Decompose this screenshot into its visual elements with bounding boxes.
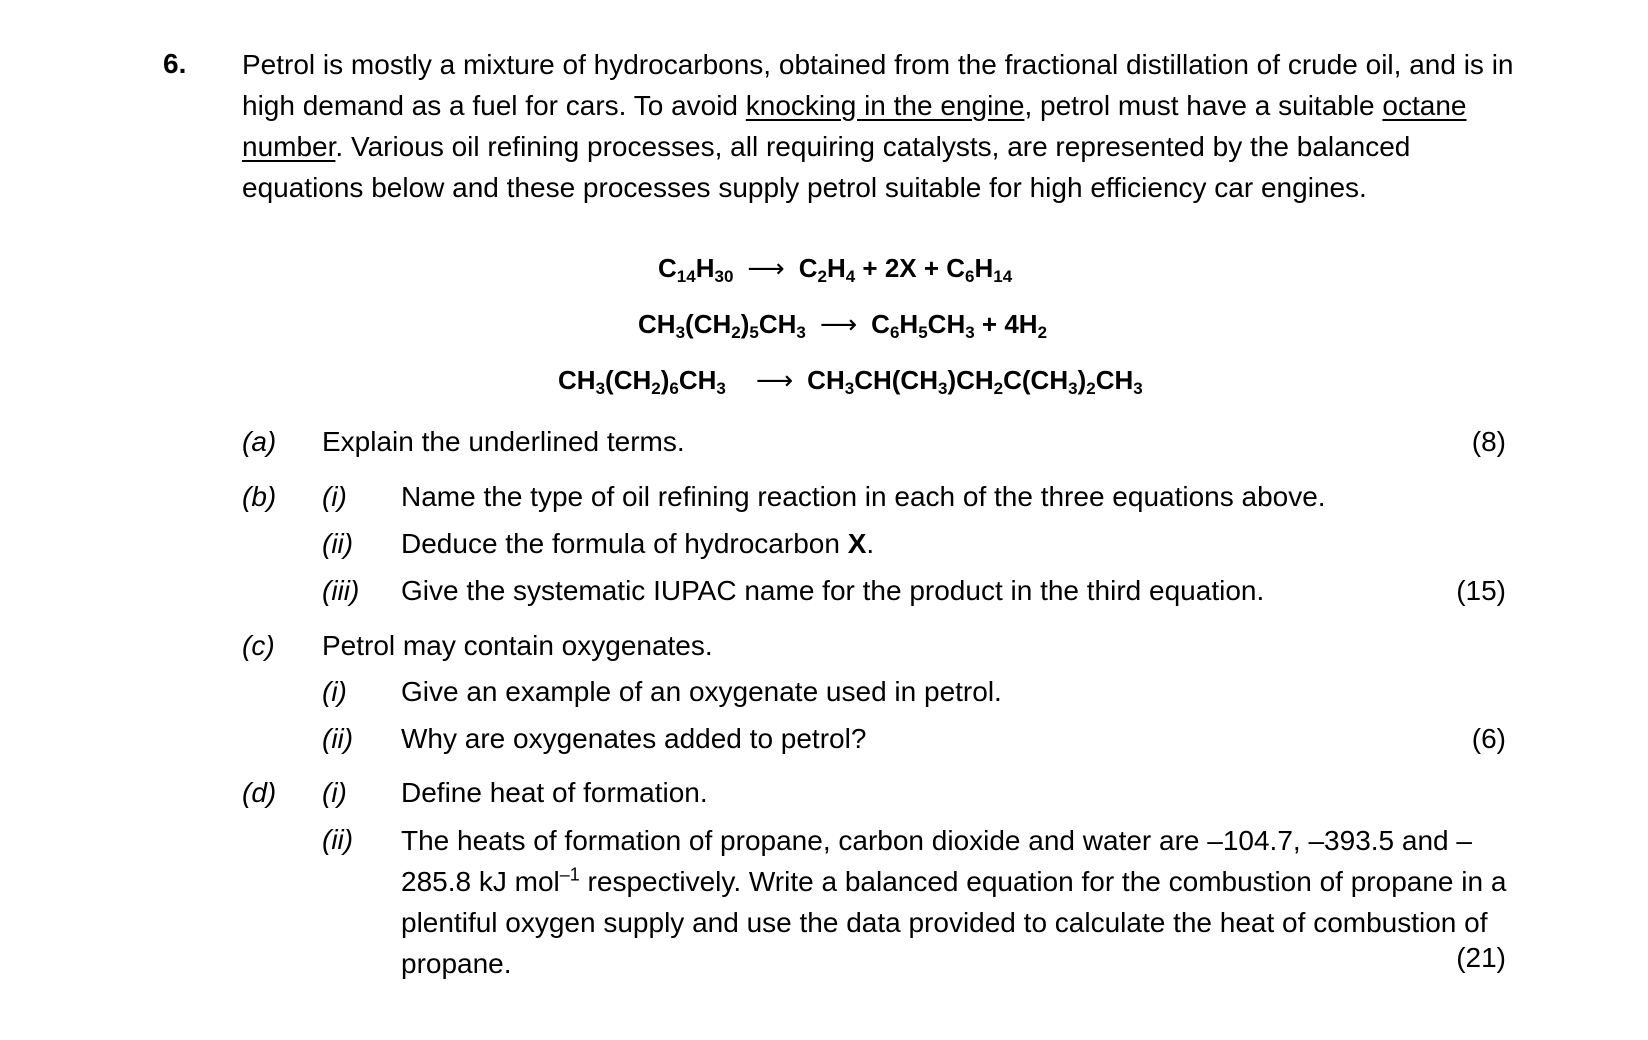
- part-c-text: Petrol may contain oxygenates.: [322, 630, 713, 661]
- part-c-ii-text: Why are oxygenates added to petrol?: [401, 723, 867, 754]
- hydrocarbon-x: X: [847, 528, 867, 559]
- part-d-i-text: Define heat of formation.: [401, 777, 708, 808]
- part-c-i-label: (i): [322, 676, 347, 707]
- eq1-lhs: $C_{14}H_{30}$: [658, 253, 734, 286]
- part-b-iii-label: (iii): [322, 575, 360, 606]
- part-d-ii-label: (ii): [322, 824, 354, 855]
- part-b-label: (b): [242, 481, 277, 512]
- eq3-rhs: $CH_3CH(CH_3)CH_2C(CH_3)_2CH_3$: [807, 365, 1143, 398]
- part-a-label: (a): [242, 426, 277, 457]
- eq2-lhs: $CH_3(CH_2)_5CH_3$: [638, 309, 806, 342]
- intro-text-2: , petrol must have a suitable: [1024, 90, 1383, 121]
- part-b-iii-text: Give the systematic IUPAC name for the product in the third equation.: [401, 575, 1265, 606]
- part-b-marks: (15): [1456, 575, 1506, 606]
- equation-1: [658, 253, 1012, 284]
- part-c-i-text: Give an example of an oxygenate used in petrol.: [401, 676, 1002, 707]
- part-d-ii-text: The heats of formation of propane, carbon dioxide and water are –104.7, –393.5 and –285.8 kJ mol$^{-1}$ respectively. Write a balanced equation for the combustion of propane in a plentiful oxygen supply and use the data provided to calculate the heat of combustion of propane.: [401, 825, 1507, 979]
- equation-2: [638, 309, 1047, 340]
- intro-text-1: Petrol is mostly a mixture of hydrocarbons, obtained from the fractional distillation of crude oil, and is in high demand as a fuel for cars. To avoid: [242, 49, 1514, 121]
- underlined-term-knocking: knocking in the engine: [745, 90, 1025, 121]
- equation-3: [558, 365, 1143, 396]
- part-d-i-label: (i): [322, 777, 347, 808]
- eq2-rhs: $C_6H_5CH_3 + 4H_2$: [871, 309, 1048, 342]
- part-b-i-label: (i): [322, 481, 347, 512]
- reaction-arrow: ⟶: [755, 365, 794, 395]
- part-c-marks: (6): [1471, 723, 1506, 754]
- reaction-arrow: ⟶: [819, 309, 858, 339]
- part-b-i-text: Name the type of oil refining reaction in each of the three equations above.: [401, 481, 1326, 512]
- part-c-label: (c): [242, 630, 275, 661]
- part-d-label: (d): [242, 777, 277, 808]
- part-d-marks: (21): [1456, 942, 1506, 973]
- part-b-ii-label: (ii): [322, 528, 354, 559]
- part-a-text: Explain the underlined terms.: [322, 426, 685, 457]
- underlined-term-octane: octane number: [242, 90, 1467, 162]
- part-c-ii-label: (ii): [322, 723, 354, 754]
- question-number: 6.: [163, 48, 187, 79]
- eq1-rhs: $C_2H_4 + 2X + C_6H_{14}$: [798, 253, 1013, 286]
- part-b-ii-text: Deduce the formula of hydrocarbon X.: [401, 528, 875, 559]
- eq3-lhs: $CH_3(CH_2)_6CH_3$: [558, 365, 726, 398]
- question-intro: [242, 44, 1532, 208]
- part-a-marks: (8): [1471, 426, 1506, 457]
- intro-text-3: . Various oil refining processes, all requiring catalysts, are represented by the balanced equations below and these processes supply petrol suitable for high efficiency car engines.: [242, 131, 1411, 203]
- reaction-arrow: ⟶: [747, 253, 785, 283]
